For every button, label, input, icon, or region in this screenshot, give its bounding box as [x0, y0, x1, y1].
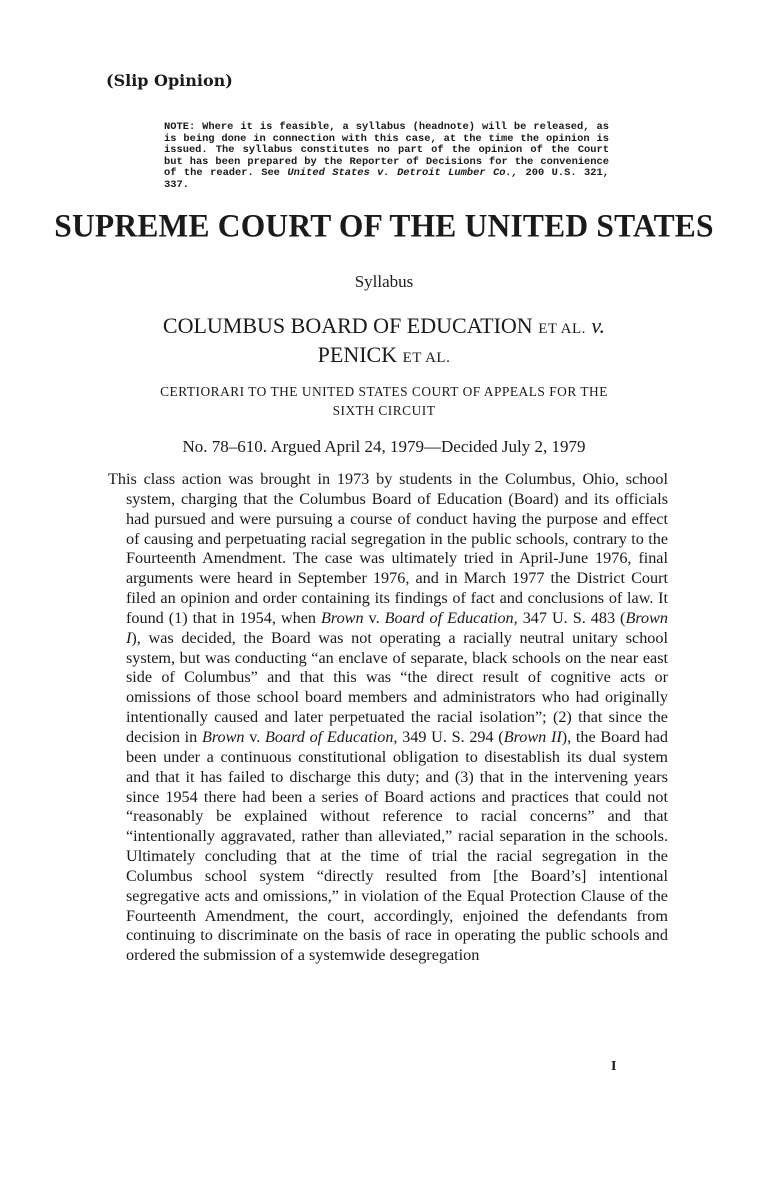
case-name-italic: Brown I — [126, 608, 669, 647]
case-name-italic: Brown — [320, 608, 364, 627]
et-al-petitioner: ET AL. — [538, 321, 586, 337]
reporter-note — [164, 122, 609, 192]
case-name-italic: Brown II — [503, 727, 562, 746]
note-cite-case: United States v. Detroit Lumber Co., — [287, 167, 519, 180]
versus: v. — [591, 313, 606, 338]
syllabus-paragraph — [108, 470, 668, 966]
case-name-italic: Board of Education, — [265, 727, 398, 746]
page-number: I — [611, 1059, 617, 1074]
docket-line: No. 78–610. Argued April 24, 1979—Decided July 2, 1979 — [182, 437, 586, 456]
body-text: ), the Board had been under a continuous constitutional obligation to disestablish its dual system and that it has failed to discharge this duty; and (3) that in the intervening years since 1954 there had been a series of Board actions and practices that could not “reasonably be explained without reference to racial concerns” and that “intentionally aggravated, rather than alleviated,” racial separation in the schools. Ultimately concluding that at the time of trial the racial segregation in the Columbus school system “directly resulted from [the Board’s] intentional segregative acts and omissions,” in violation of the Equal Protection Clause of the Fourteenth Amendment, the court, accordingly, enjoined the defendants from continuing to discriminate on the basis of race in operating the public schools and ordered the submission of a systemwide desegregation — [126, 727, 669, 965]
body-text: v. — [244, 727, 266, 746]
body-text: This class action was brought in 1973 by students in the Columbus, Ohio, school system, charging that the Columbus Board of Education (Board) and its officials had pursued and were pursuing a course of conduct having the purpose and effect of causing and perpetuating racial segregation in the public schools, contrary to the Fourteenth Amendment. The case was ultimately tried in April-June 1976, final arguments were heard in September 1976, and in March 1977 the District Court filed an opinion and order containing its findings of fact and conclusions of law. It found (1) that in 1954, when — [108, 470, 668, 627]
case-name-italic: Board of Education, — [384, 608, 518, 627]
section-label: Syllabus — [354, 272, 414, 291]
petitioner: COLUMBUS BOARD OF EDUCATION — [162, 313, 533, 338]
case-title-line-1 — [0, 313, 768, 342]
certiorari-heading — [0, 382, 768, 420]
certiorari-line-1: CERTIORARI TO THE UNITED STATES COURT OF APPEALS FOR THE — [160, 384, 608, 399]
respondent: PENICK — [317, 342, 398, 367]
body-text: ), was decided, the Board was not operating a racially neutral unitary school system, but was conducting “an enclave of separate, black schools on the near east side of Columbus” and that this was “the direct result of cognitive acts or omissions of those school board members and administrators who had originally intentionally caused and later perpetuated the racial isolation”; (2) that since the decision in — [126, 628, 668, 746]
case-title-line-2 — [0, 342, 768, 371]
syllabus-body — [108, 470, 668, 966]
et-al-respondent: ET AL. — [402, 350, 451, 366]
case-name-italic: Brown — [201, 727, 245, 746]
body-text: v. — [363, 608, 385, 627]
slip-opinion-label: (Slip Opinion) — [106, 71, 233, 90]
note-text: NOTE: Where it is feasible, a syllabus (headnote) will be released, as is being done in connection with this case, at the time the opinion is issued. The syllabus constitutes no part of the opinion of the Court but has been prepared by the Reporter of Decisions for the convenience of the reader. See — [164, 121, 609, 180]
case-title — [0, 313, 768, 371]
certiorari-line-2: SIXTH CIRCUIT — [332, 403, 436, 418]
note-cite-ref: 200 U.S. 321, 337. — [164, 167, 609, 191]
body-text: 347 U. S. 483 ( — [517, 608, 626, 627]
body-text: 349 U. S. 294 ( — [397, 727, 504, 746]
court-title: SUPREME COURT OF THE UNITED STATES — [54, 207, 714, 244]
